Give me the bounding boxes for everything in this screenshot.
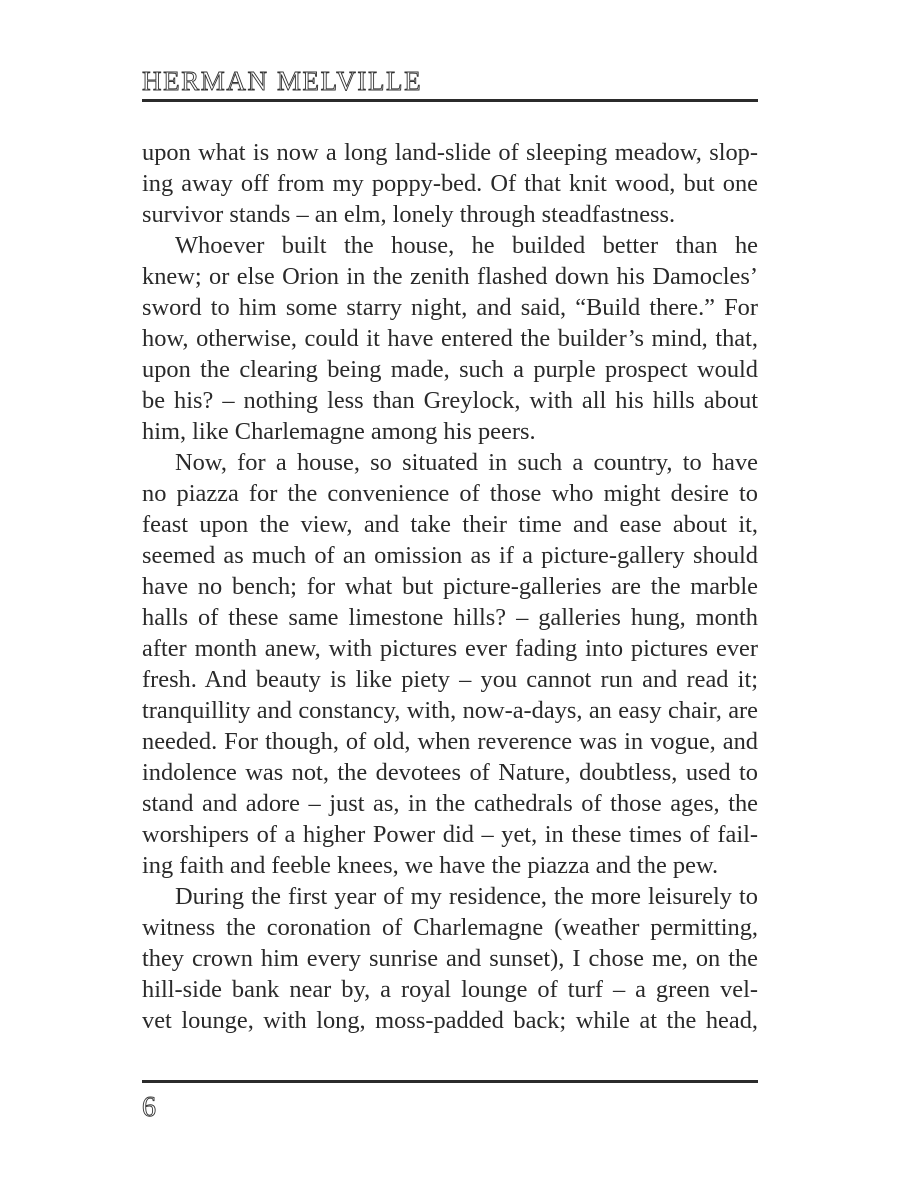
paragraph <box>142 137 758 230</box>
text-line: vet lounge, with long, moss-padded back; while at the head, <box>142 1007 758 1034</box>
text-line: how, otherwise, could it have entered the builder’s mind, that, <box>142 325 758 352</box>
paragraph <box>142 447 758 881</box>
page-number: 6 <box>142 1092 156 1123</box>
paragraph <box>142 230 758 447</box>
text-line: no piazza for the convenience of those who might desire to <box>142 480 758 507</box>
text-line: tranquillity and constancy, with, now-a-days, an easy chair, are <box>142 697 758 724</box>
text-line: him, like Charlemagne among his peers. <box>142 418 536 445</box>
text-line: halls of these same limestone hills? – galleries hung, month <box>142 604 758 631</box>
text-line: ing faith and feeble knees, we have the piazza and the pew. <box>142 852 719 879</box>
text-line: upon the clearing being made, such a purple prospect would <box>142 356 758 383</box>
text-line: have no bench; for what but picture-galleries are the marble <box>142 573 758 600</box>
text-line: sword to him some starry night, and said, “Build there.” For <box>142 294 758 321</box>
text-line: be his? – nothing less than Greylock, with all his hills about <box>142 387 758 414</box>
text-line: upon what is now a long land-slide of sleeping meadow, slop- <box>142 139 758 166</box>
text-line: fresh. And beauty is like piety – you cannot run and read it; <box>142 666 758 693</box>
footer-rule <box>142 1080 758 1083</box>
text-line: needed. For though, of old, when reverence was in vogue, and <box>142 728 758 755</box>
running-head: HERMAN MELVILLE <box>142 66 423 96</box>
text-line: seemed as much of an omission as if a picture-gallery should <box>142 542 758 569</box>
text-line: hill-side bank near by, a royal lounge of turf – a green vel- <box>142 976 758 1003</box>
text-line: survivor stands – an elm, lonely through steadfastness. <box>142 201 676 228</box>
text-line: ing away off from my poppy-bed. Of that knit wood, but one <box>142 170 758 197</box>
header-rule <box>142 99 758 102</box>
text-line: Now, for a house, so situated in such a country, to have <box>175 449 758 476</box>
text-line: worshipers of a higher Power did – yet, in these times of fail- <box>142 821 758 848</box>
book-page <box>142 0 758 1200</box>
text-line: witness the coronation of Charlemagne (weather permitting, <box>142 914 758 941</box>
text-line: indolence was not, the devotees of Nature, doubtless, used to <box>142 759 758 786</box>
text-line: Whoever built the house, he builded better than he <box>175 232 758 259</box>
text-line: feast upon the view, and take their time and ease about it, <box>142 511 758 538</box>
text-line: knew; or else Orion in the zenith flashed down his Damocles’ <box>142 263 758 290</box>
body-text <box>142 137 758 1036</box>
text-line: after month anew, with pictures ever fading into pictures ever <box>142 635 758 662</box>
text-line: they crown him every sunrise and sunset), I chose me, on the <box>142 945 758 972</box>
paragraph <box>142 881 758 1036</box>
text-line: stand and adore – just as, in the cathedrals of those ages, the <box>142 790 758 817</box>
text-line: During the first year of my residence, the more leisurely to <box>175 883 758 910</box>
